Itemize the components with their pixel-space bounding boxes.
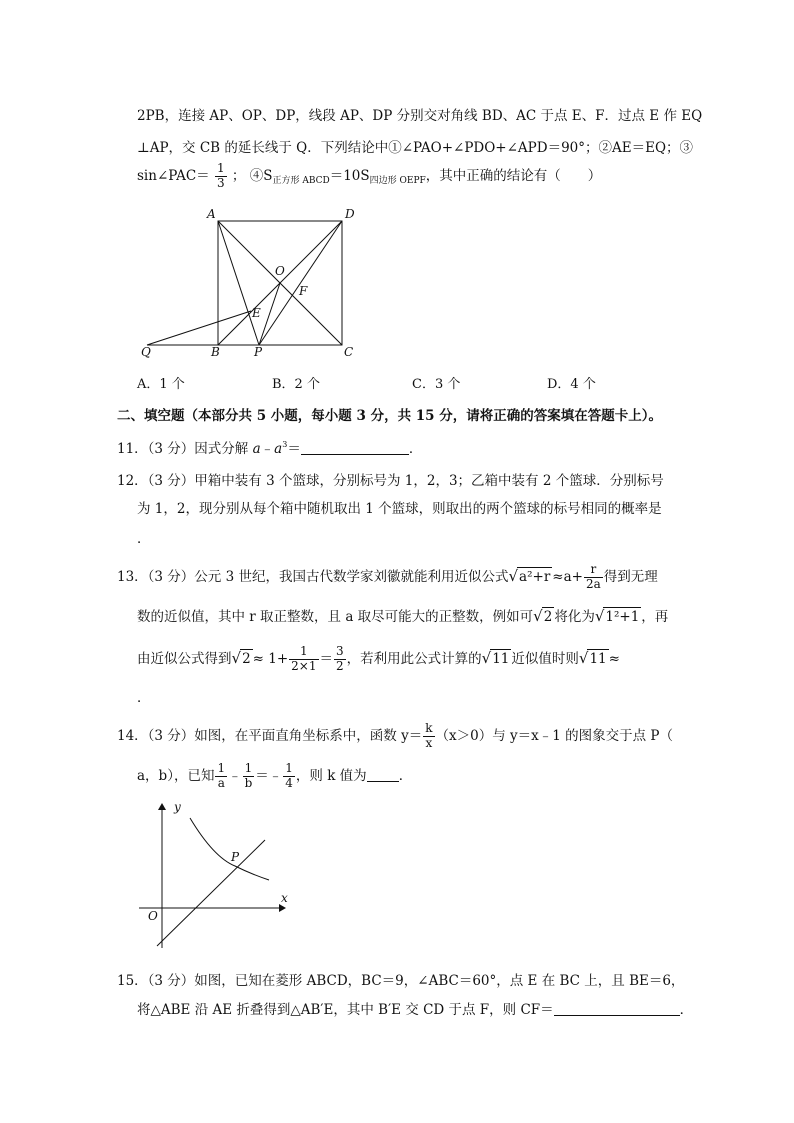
q14-text1b: （x＞0）与 y＝x﹣1 的图象交于点 P（ [435, 727, 674, 744]
q10-option-a: A．1 个 [137, 377, 185, 392]
label-b: B [211, 345, 220, 359]
segment-op [259, 283, 280, 345]
q10-option-d: D．4 个 [547, 377, 596, 392]
segment-dp [259, 221, 342, 345]
q15-line1: 15．（3 分）如图，已知在菱形 ABCD，BC＝9，∠ABC＝60°，点 E 在 BC 上，且 BE＝6， [117, 973, 685, 989]
q14-frac-1a: $\frac{1}{a}$ [217, 761, 226, 790]
label-f: F [299, 284, 308, 298]
q13-text3: 由近似公式得到 [137, 650, 232, 667]
q14-minus: ﹣ [228, 767, 242, 784]
q14-text1: 14．（3 分）如图，在平面直角坐标系中，函数 y＝ [117, 727, 423, 744]
q10-line1-start: 2 [137, 108, 146, 124]
q14-frac-kx: $\frac{k}{x}$ [425, 721, 433, 750]
q10-sub1: 正方形 ABCD [272, 175, 330, 186]
q11-a: a [252, 441, 261, 457]
q14-line1 [117, 722, 673, 751]
q13-line4: ． [137, 690, 151, 706]
q10-eq: ＝10S [329, 167, 370, 184]
section2-heading: 二、填空题（本部分共 5 小题，每小题 3 分，共 15 分，请将正确的答案填在答题卡上）。 [117, 408, 663, 424]
q13-radicand: a²+r [519, 568, 551, 585]
q13-text3c: ，若利用此公式计算的 [346, 650, 482, 667]
q10-line3 [137, 162, 601, 191]
q10-line2: ⊥AP，交 CB 的延长线于 Q．下列结论中①∠PAO+∠PDO+∠APD＝90°；②AE＝EQ；③ [137, 140, 694, 156]
q10-item4: ； ④S [231, 167, 273, 184]
segment-ap [218, 221, 259, 345]
q11-minus: ﹣ [260, 441, 275, 457]
label-c: C [344, 345, 354, 359]
q13-eq3: ＝ [319, 650, 333, 667]
label-p-point: P [231, 850, 240, 864]
q13-mid2: 将化为 [554, 609, 595, 625]
q10-line1 [137, 104, 702, 124]
q15-text2: 将△ABE 沿 AE 折叠得到△AB′E，其中 B′E 交 CD 于点 F，则 CF＝ [137, 1002, 554, 1018]
q13-text2: 数的近似值，其中 r 取正整数，且 a 取尽可能大的正整数，例如可 [137, 609, 534, 625]
q11-label: 11．（3 分）因式分解 [117, 441, 253, 457]
q10-square-figure [135, 205, 365, 365]
label-a: A [207, 207, 216, 221]
q14-tail: ，则 k 值为 [295, 767, 367, 784]
q14-line2 [137, 762, 412, 791]
q10-option-b: B．2 个 [272, 377, 320, 392]
q11-end: ． [408, 441, 423, 457]
q14-frac-1b: $\frac{1}{b}$ [244, 761, 253, 790]
q12-line2: 为 1，2，现分别从每个箱中随机取出 1 个篮球，则取出的两个篮球的标号相同的概率是 [137, 501, 662, 517]
q14-text2: a，b），已知 [137, 767, 215, 784]
q11-answer-blank[interactable] [301, 442, 409, 455]
q10-sub2: 四边形 OEPF [369, 175, 426, 186]
q10-line1-text: PB，连接 AP、OP、DP，线段 AP、DP 分别交对角线 BD、AC 于点 E、F．过点 E 作 EQ [145, 108, 703, 124]
q11-a2: a [274, 441, 283, 457]
q10-sin-text: sin∠PAC＝ [137, 167, 210, 184]
q10-tail: ，其中正确的结论有（ ） [425, 167, 602, 184]
label-o: O [275, 264, 285, 278]
q14-eq: ＝﹣ [255, 767, 283, 784]
q15-answer-blank[interactable] [554, 1003, 680, 1016]
q13-rad-11a: 11 [492, 650, 510, 667]
label-p: P [254, 345, 263, 359]
label-e: E [252, 306, 261, 320]
q12-line1: 12．（3 分）甲箱中装有 3 个篮球，分别标号为 1，2，3；乙箱中装有 2 个篮球．分别标号 [117, 473, 664, 489]
q13-frac-2: $\frac{3}{2}$ [336, 644, 344, 673]
label-y: y [174, 800, 181, 814]
line-y-x-minus-1 [157, 840, 265, 946]
q13-rad-11b: 11 [589, 650, 607, 667]
q14-coordinate-figure [135, 798, 300, 953]
q13-line2: 数的近似值，其中 r 取正整数，且 a 取尽可能大的正整数，例如可√2 将化为√1²+1 ，再 [137, 607, 669, 625]
q12-line3: ． [137, 531, 151, 547]
q14-answer-blank[interactable] [367, 769, 399, 782]
q14-frac-14: $\frac{1}{4}$ [285, 761, 293, 790]
q13-line3: 由近似公式得到√2 ≈ 1+ $\frac{1}{2\times 1}$ ＝ $\frac{3}{2}$ ，若利用此公式计算的√11 近似值时则√11 ≈ [137, 644, 620, 673]
q13-text1: 13．（3 分）公元 3 世纪，我国古代数学家刘徽就能利用近似公式 [117, 568, 509, 585]
q11 [117, 437, 422, 457]
q11-eq: ＝ [287, 441, 301, 457]
q10-option-c: C．3 个 [412, 377, 461, 392]
q13-line1: 13．（3 分）公元 3 世纪，我国古代数学家刘徽就能利用近似公式√a²+r ≈a+ $\frac{r}{2a}$ 得到无理 [117, 562, 658, 591]
q11-exp: 3 [282, 440, 288, 449]
q15-end: ． [679, 1002, 694, 1018]
q13-approx3: ≈ 1+ [252, 650, 289, 667]
q13-rad-2b: 2 [242, 650, 251, 667]
label-origin: O [148, 909, 158, 923]
q15-line2 [137, 998, 693, 1018]
hyperbola-curve [190, 818, 269, 880]
q13-rad-2: 2 [543, 609, 553, 625]
q14-end: ． [398, 767, 413, 784]
label-d: D [345, 207, 355, 221]
label-x: x [281, 891, 288, 905]
q13-frac: $\frac{r}{2a}$ [585, 562, 601, 591]
q10-fraction: $\frac{1}{3}$ [216, 161, 225, 190]
q13-tail1: 得到无理 [603, 568, 658, 585]
q13-approx: ≈a+ [552, 568, 583, 585]
q13-tail2: ，再 [641, 609, 669, 625]
q13-frac-1: $\frac{1}{2\times 1}$ [291, 644, 317, 673]
q13-rad-1sq: 1²+1 [605, 609, 640, 625]
q13-text3d: 近似值时则 [511, 650, 579, 667]
label-q: Q [141, 345, 151, 359]
q13-approx-end: ≈ [608, 650, 620, 667]
